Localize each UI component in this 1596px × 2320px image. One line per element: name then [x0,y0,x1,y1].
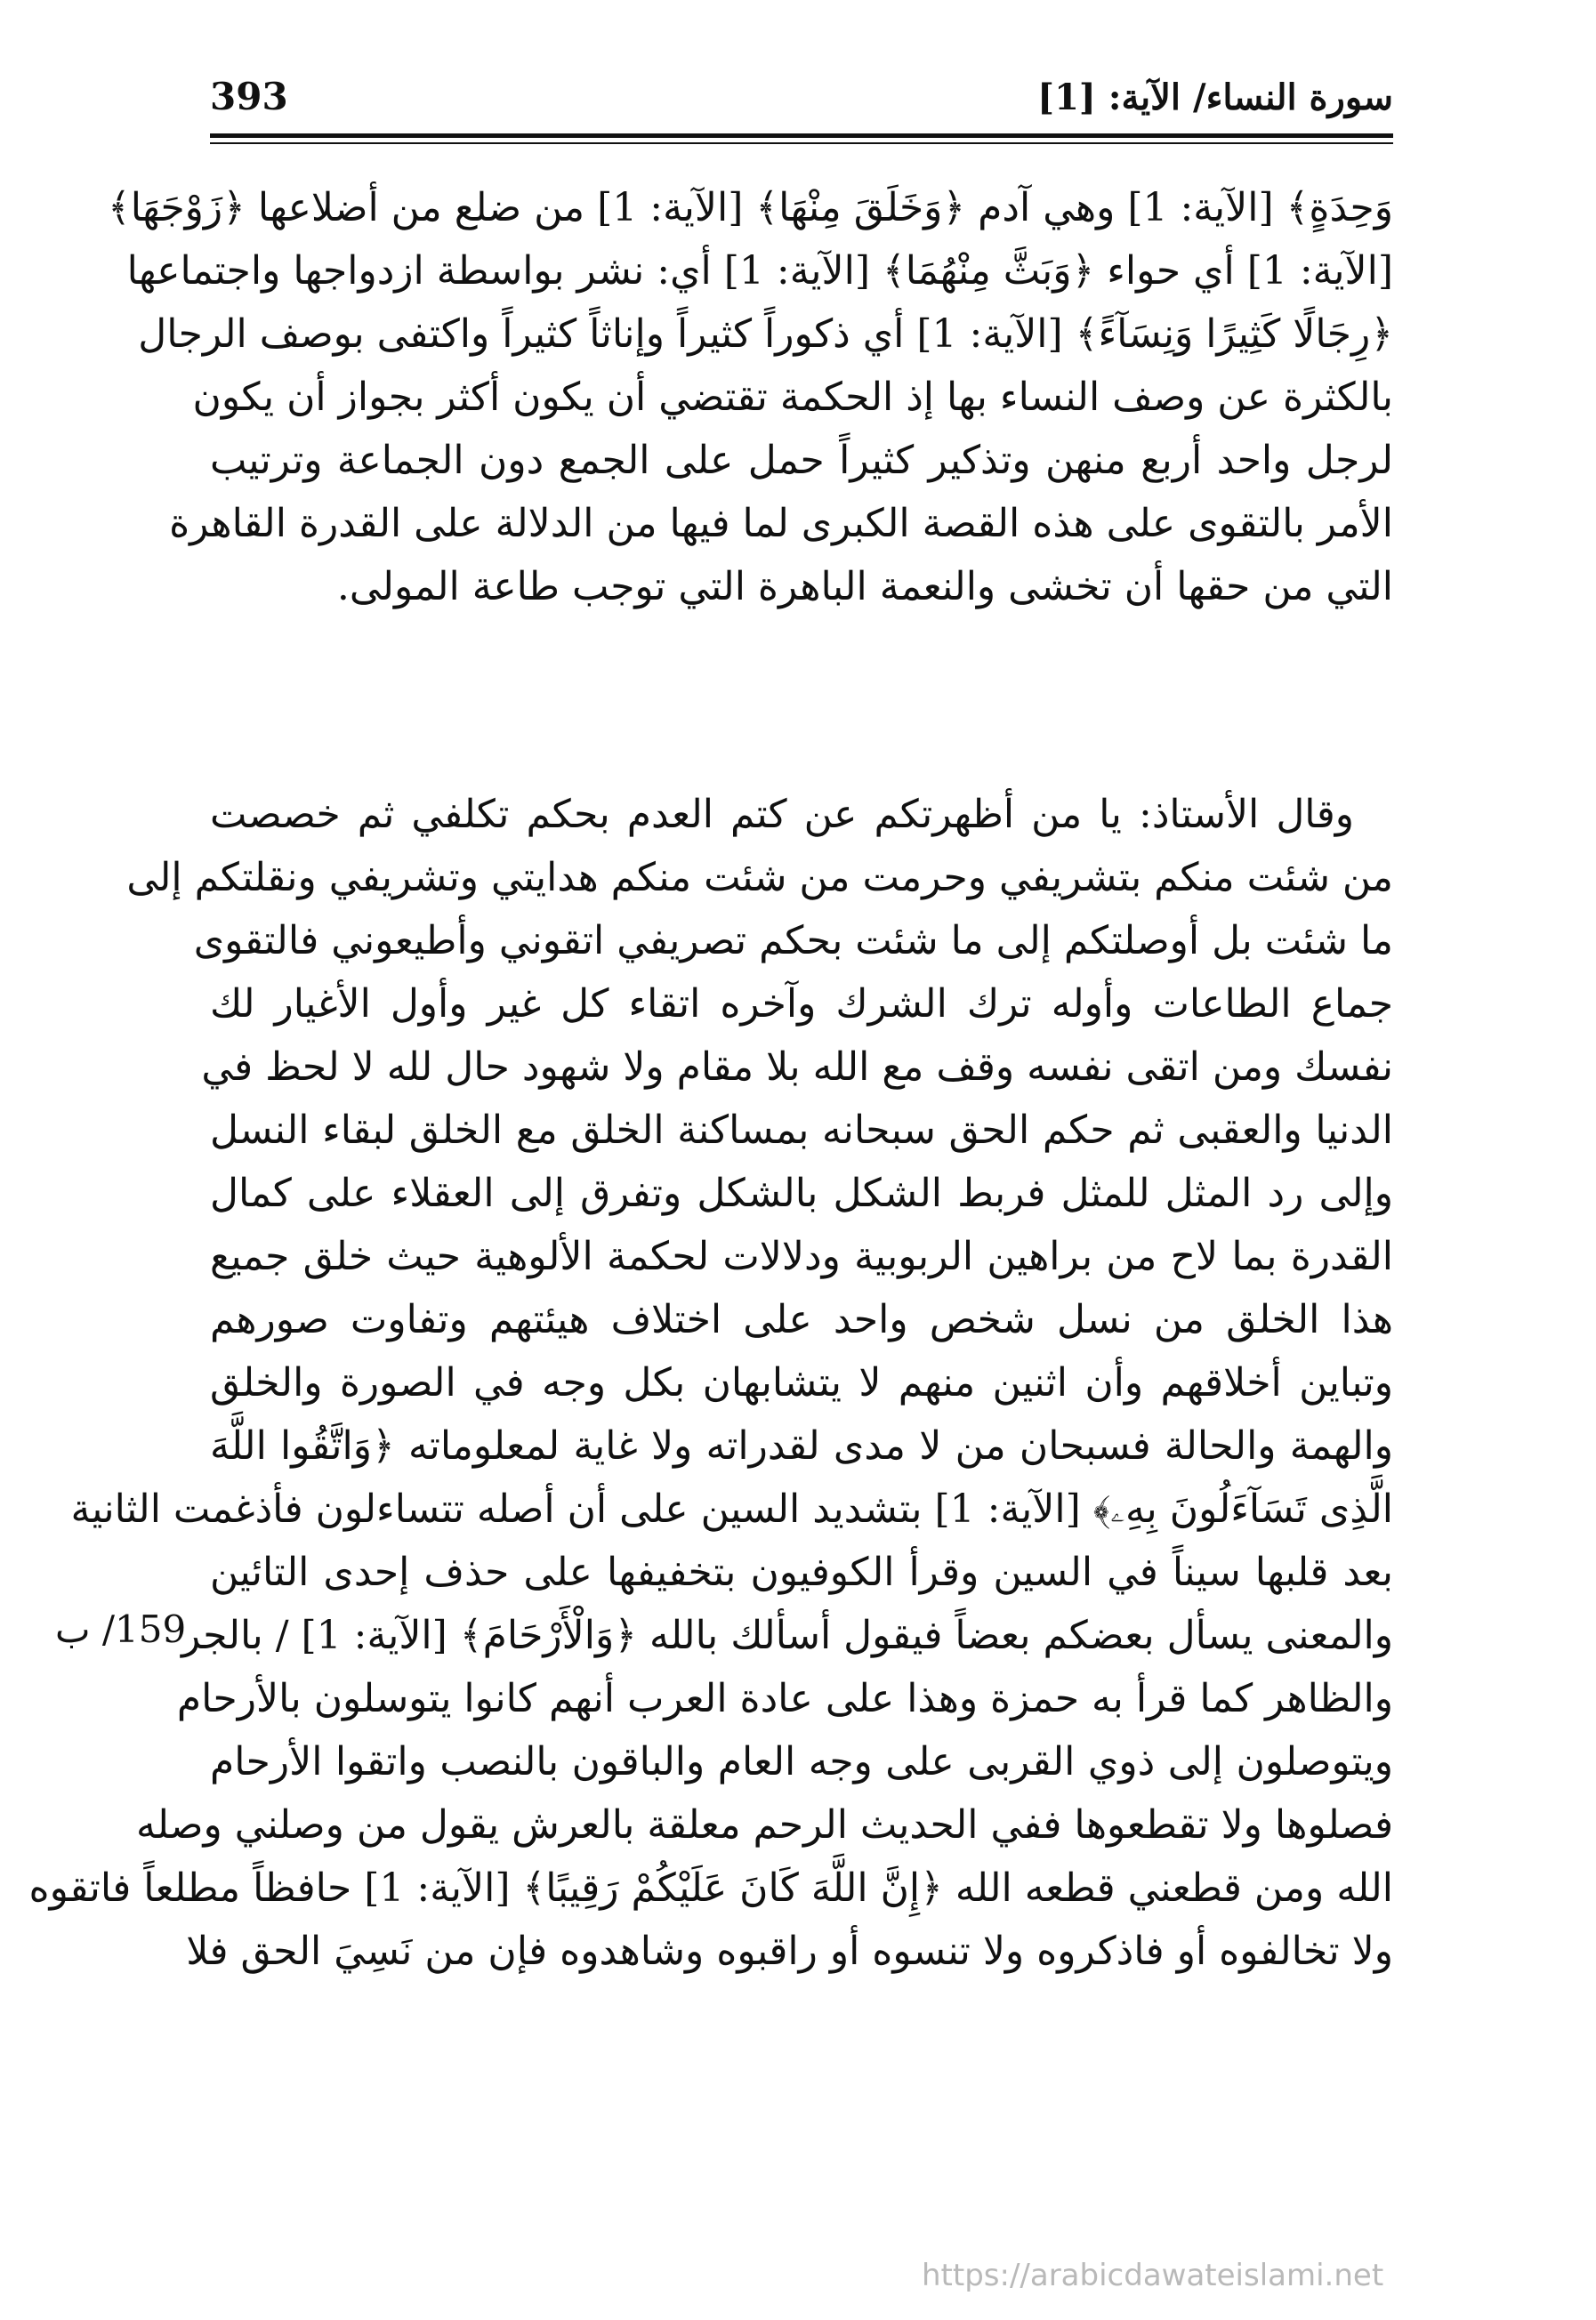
text-line: نفسك ومن اتقى نفسه وقف مع الله بلا مقام ولا شهود حال لله لا لحظ في [201,1044,1393,1090]
text-line: الأمر بالتقوى على هذه القصة الكبرى لما فيها من الدلالة على القدرة القاهرة [169,501,1393,546]
text-line: بالكثرة عن وصف النساء بها إذ الحكمة تقتضي أن يكون أكثر بجواز أن يكون [192,375,1393,420]
text-line: [الآية: 1] أي حواء ﴿وَبَثَّ مِنْهُمَا﴾ [الآية: 1] أي: نشر بواسطة ازدواجها واجتماعها [126,248,1393,294]
header-rule-thin [210,142,1393,144]
running-header [210,64,1393,135]
text-line: الَّذِى تَسَآءَلُونَ بِهِۦ﴾ [الآية: 1] بتشديد السين على أن أصله تتساءلون فأذغمت الثانية [70,1486,1393,1532]
text-line: هذا الخلق من نسل شخص واحد على اختلاف هيئتهم وتفاوت صورهم [210,1297,1393,1342]
header-rule-thick [210,133,1393,138]
text-line: من شئت منكم بتشريفي وحرمت من شئت منكم هدايتي وتشريفي ونقلتكم إلى [126,855,1393,900]
paragraph-1 [107,176,1393,618]
text-line: فصلوها ولا تقطعوها ففي الحديث الرحم معلقة بالعرش يقول من وصلني وصله [135,1802,1393,1848]
text-line: وتباين أخلاقهم وأن اثنين منهم لا يتشابهان بكل وجه في الصورة والخلق [210,1360,1393,1406]
text-line: وقال الأستاذ: يا من أظهرتكم عن كتم العدم بحكم تكلفي ثم خصصت [210,792,1354,837]
text-line: التي من حقها أن تخشى والنعمة الباهرة التي توجب طاعة المولى. [336,564,1393,609]
text-line: ويتوصلون إلى ذوي القربى على وجه العام والباقون بالنصب واتقوا الأرحام [210,1739,1393,1784]
watermark-url: https://arabicdawateislami.net [922,2258,1384,2293]
text-line: والهمة والحالة فسبحان من لا مدى لقدراته ولا غاية لمعلوماته ﴿وَاتَّقُوا اللَّهَ [210,1423,1393,1469]
text-line: الله ومن قطعني قطعه الله ﴿إِنَّ اللَّهَ كَانَ عَلَيْكُمْ رَقِيبًا﴾ [الآية: 1] حافظاً مطلعاً فاتقوه [28,1865,1393,1911]
text-line: لرجل واحد أربع منهن وتذكير كثيراً حمل على الجمع دون الجماعة وترتيب [210,438,1393,483]
text-line: ﴿رِجَالًا كَثِيرًا وَنِسَآءً﴾ [الآية: 1] أي ذكوراً كثيراً وإناثاً كثيراً واكتفى بوصف الرجال [138,311,1393,357]
text-line: والظاهر كما قرأ به حمزة وهذا على عادة العرب أنهم كانوا يتوسلون بالأرحام [176,1676,1393,1721]
header-title: سورة النساء/ الآية: [1] [1037,77,1393,118]
text-line: ولا تخالفوه أو فاذكروه ولا تنسوه أو راقبوه وشاهدوه فإن من نَسِيَ الحق فلا [186,1929,1393,1974]
text-line: بعد قلبها سيناً في السين وقرأ الكوفيون بتخفيفها على حذف إحدى التائين [210,1550,1393,1595]
text-line: ما شئت بل أوصلتكم إلى ما شئت بحكم تصريفي اتقوني وأطيعوني فالتقوى [193,918,1393,963]
text-line: جماع الطاعات وأوله ترك الشرك وآخره اتقاء كل غير وأول الأغيار لك [210,981,1393,1027]
text-line: والمعنى يسأل بعضكم بعضاً فيقول أسألك بالله ﴿وَالْأَرْحَامَ﴾ [الآية: 1] / بالجر [181,1613,1393,1658]
text-line: وإلى رد المثل للمثل فربط الشكل بالشكل وتفرق إلى العقلاء على كمال [210,1171,1393,1216]
text-line: وَحِدَةٍ﴾ [الآية: 1] وهي آدم ﴿وَخَلَقَ مِنْهَا﴾ [الآية: 1] من ضلع من أضلاعها ﴿زَوْجَهَا﴾ [107,185,1393,230]
text-line: الدنيا والعقبى ثم حكم الحق سبحانه بمساكنة الخلق مع الخلق لبقاء النسل [210,1108,1393,1153]
text-line: القدرة بما لاح من براهين الربوبية ودلالات لحكمة الألوهية حيث خلق جميع [210,1234,1393,1279]
manuscript-folio-note: 159/ ب [55,1607,187,1651]
page-number: 393 [210,75,288,118]
